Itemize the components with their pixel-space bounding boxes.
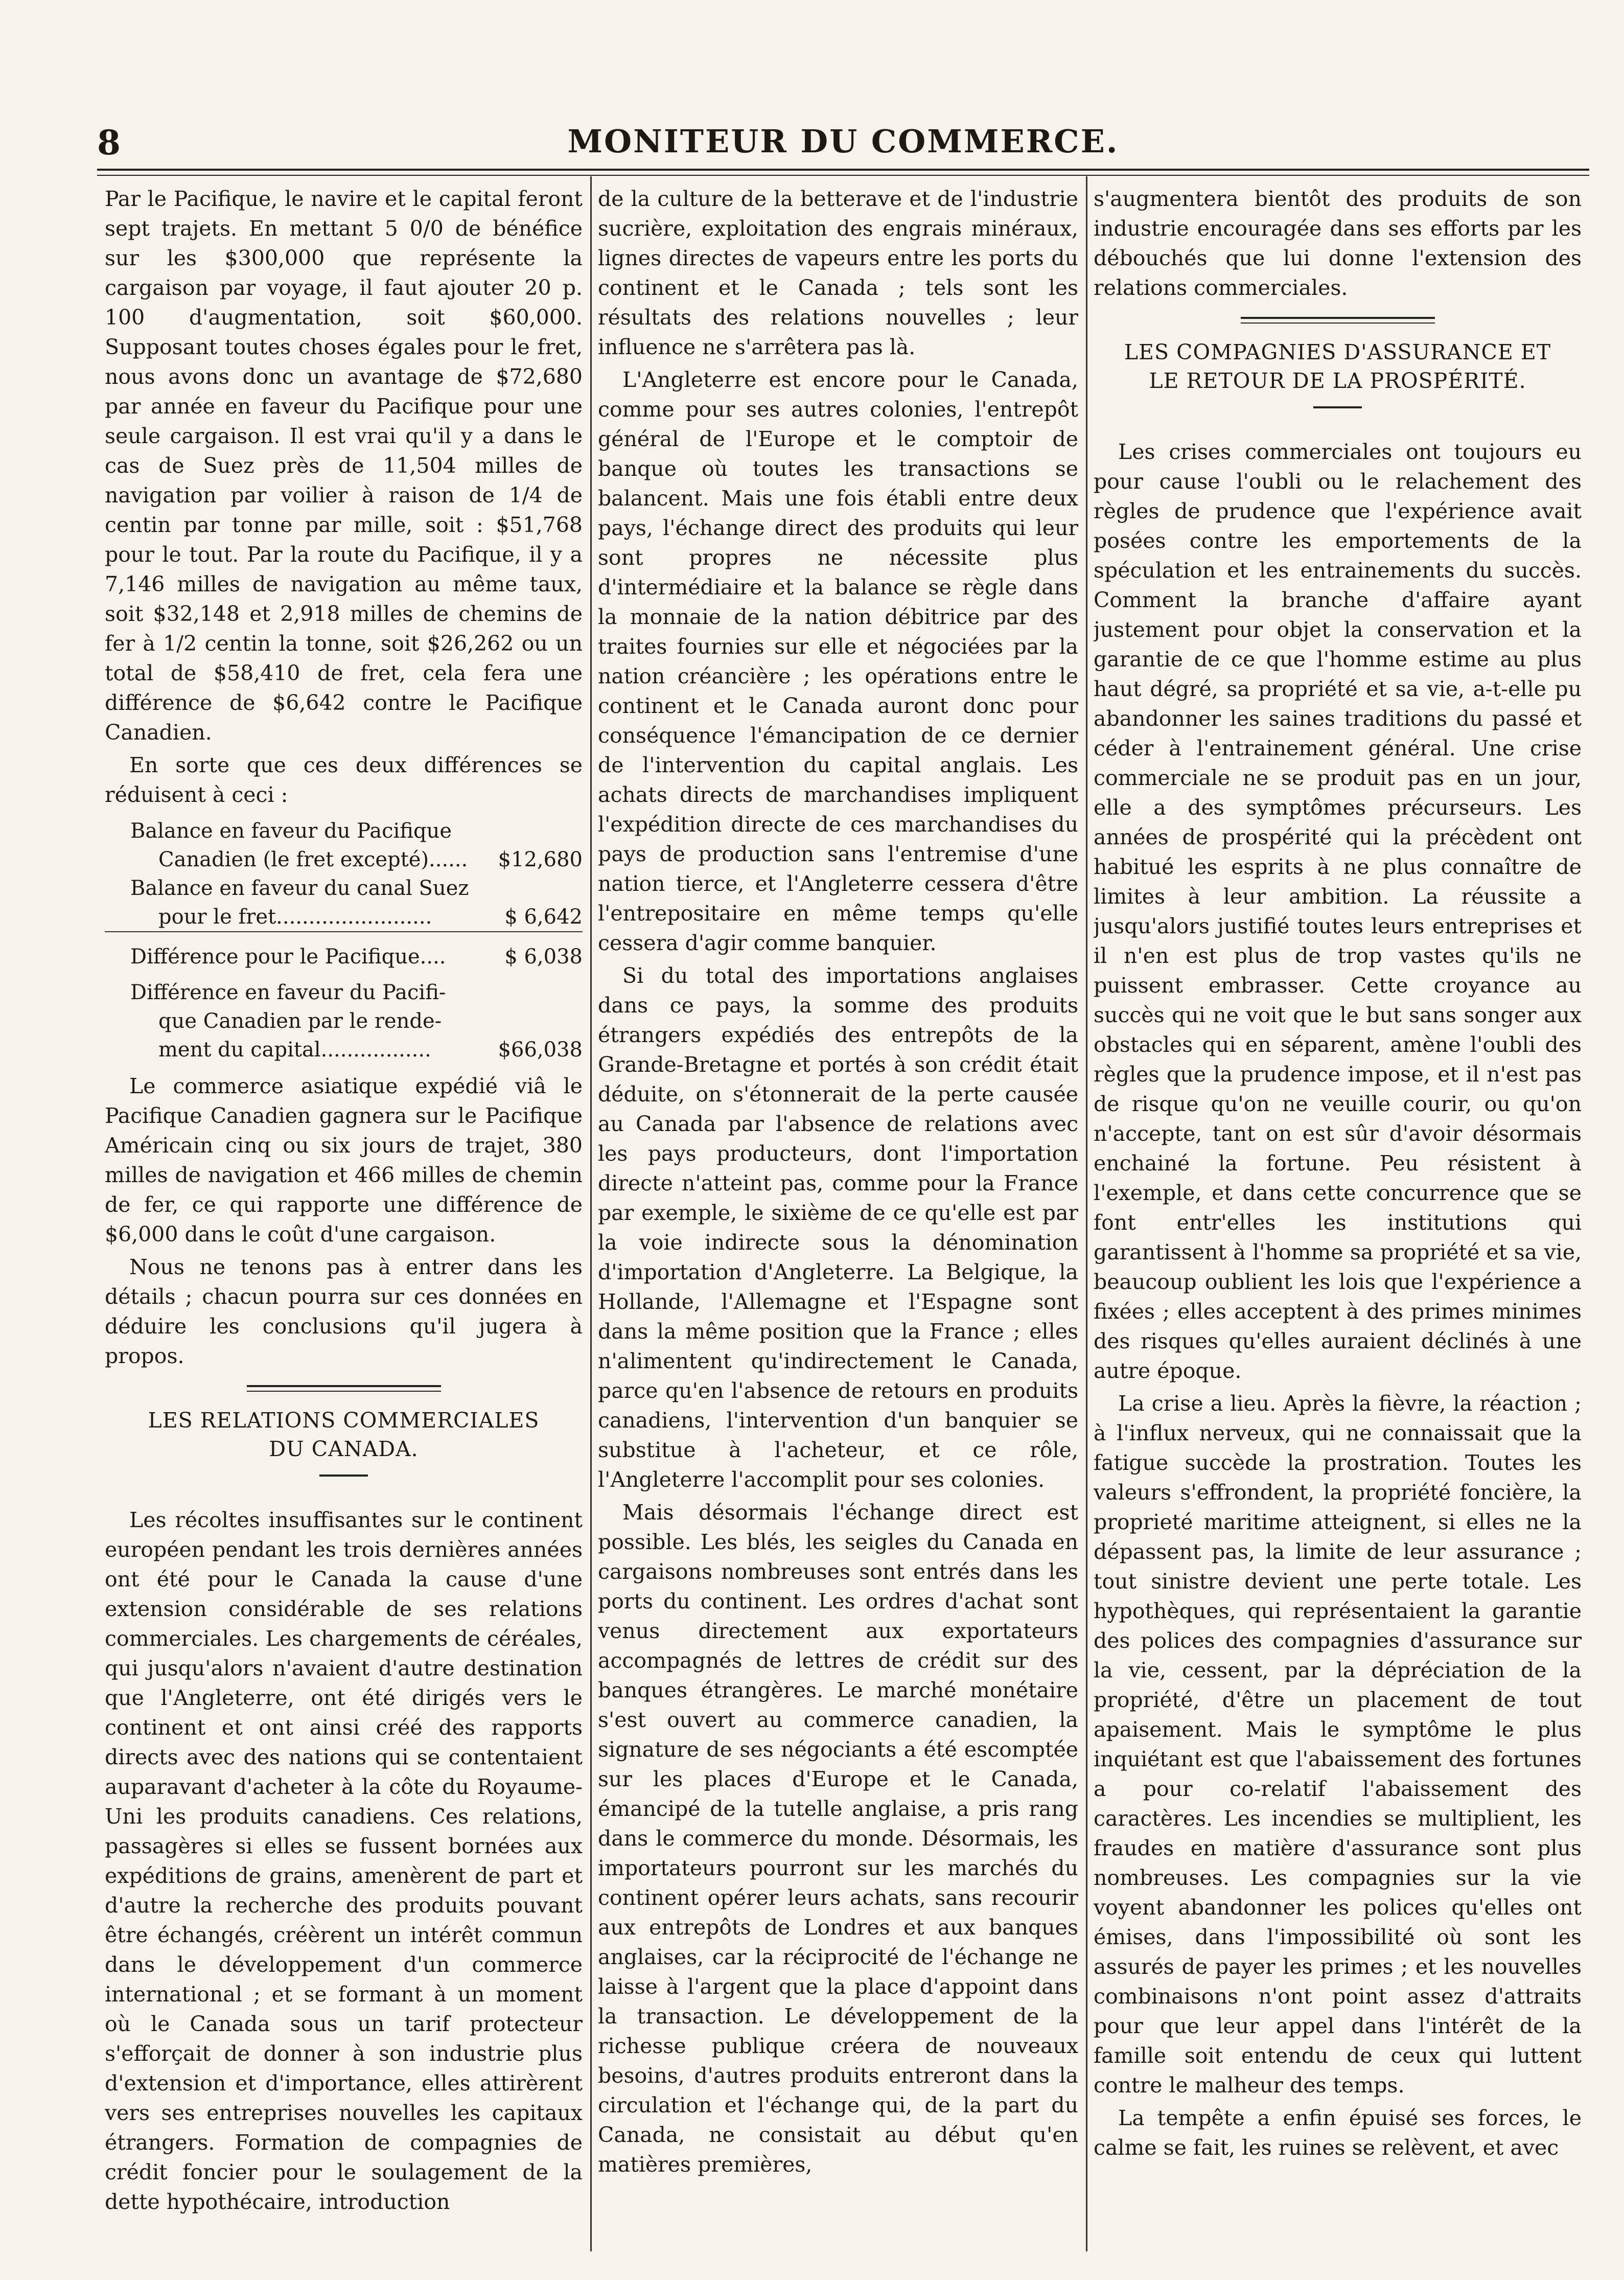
paragraph: de la culture de la betterave et de l'industrie sucrière, exploitation des engrais minéraux, lignes directes de vapeurs entre les ports du continent et le Canada ; tels sont les résultats des relations nouvelles ; leur influence ne s'arrêtera pas là. <box>598 187 1078 359</box>
section-title-line: DU CANADA. <box>269 1437 419 1461</box>
row-label-cont: pour le fret........................ <box>158 905 432 929</box>
section-title <box>105 1406 583 1463</box>
masthead-title: MONITEUR DU COMMERCE. <box>567 123 1119 160</box>
header-rule <box>97 169 1589 171</box>
section-title-line: LES RELATIONS COMMERCIALES <box>148 1408 540 1433</box>
balance-table <box>105 817 583 1064</box>
row-label-cont: que Canadien par le rende- <box>158 1009 442 1033</box>
table-rule <box>105 932 583 942</box>
page-number: 8 <box>97 123 121 163</box>
paragraph: En sorte que ces deux différences se réduisent à ceci : <box>105 753 583 807</box>
section-title-line: LES COMPAGNIES D'ASSURANCE ET <box>1124 340 1551 364</box>
table-row <box>105 942 583 971</box>
column-divider <box>1086 176 1087 2251</box>
section-title <box>1094 338 1582 395</box>
table-row <box>105 817 583 874</box>
section-divider <box>1241 317 1435 324</box>
row-label: Balance en faveur du canal Suez <box>130 877 469 900</box>
row-label: Différence pour le Pacifique.... <box>130 945 446 969</box>
column-2 <box>598 184 1078 2259</box>
table-row <box>105 978 583 1064</box>
section-title-line: LE RETOUR DE LA PROSPÉRITÉ. <box>1149 369 1526 393</box>
row-amount: $66,038 <box>498 1038 583 1062</box>
paragraph: Mais désormais l'échange direct est possible. Les blés, les seigles du Canada en cargaisons nombreuses sont entrés dans les ports du continent. Les ordres d'achat sont venus directement aux exportateurs accompagnés de lettres de crédit sur des banques étrangères. Le marché monétaire s'est ouvert au commerce canadien, la signature de ses négociants a été escomptée sur les places d'Europe et le Canada, émancipé de la tutelle anglaise, a pris rang dans le commerce du monde. Désormais, les importateurs pourront sur les marchés du continent opérer leurs achats, sans recourir aux entrepôts de Londres et aux banques anglaises, car la réciprocité de l'échange ne laisse à l'argent que la place d'appoint dans la transaction. Le développement de la richesse publique créera de nouveaux besoins, d'autres produits entreront dans la circulation et l'échange qui, de la part du Canada, ne consistait au début qu'en matières premières, <box>598 1500 1078 2177</box>
paragraph: La crise a lieu. Après la fièvre, la réaction ; à l'influx nerveux, qui ne connaissait que la fatigue succède la prostration. Toutes les valeurs s'effrondent, la propriété foncière, la proprieté maritime atteignent, si elles ne la dépassent pas, la limite de leur assurance ; tout sinistre devient une perte totale. Les hypothèques, qui représentaient la garantie des polices des compagnies d'assurance sur la vie, cessent, par la dépréciation de la propriété, d'être un placement de tout apaisement. Mais le symptôme le plus inquiétant est que l'abaissement des fortunes a pour co-relatif l'abaissement des caractères. Les incendies se multiplient, les fraudes en matière d'assurance sont plus nombreuses. Les compagnies sur la vie voyent abandonner les polices qu'elles ont émises, dans l'impossibilité où sont les assurés de payer les primes ; et les nouvelles combinaisons n'ont point assez d'attraits pour que leur appel dans l'intérêt de la famille soit entendu de ceux qui luttent contre le malheur des temps. <box>1094 1391 1582 2098</box>
row-amount: $12,680 <box>498 848 583 871</box>
paragraph: Le commerce asiatique expédié viâ le Pacifique Canadien gagnera sur le Pacifique Américain cinq ou six jours de trajet, 380 milles de navigation et 466 milles de chemin de fer, ce qui rapporte une différence de $6,000 dans le coût d'une cargaison. <box>105 1074 583 1247</box>
row-label-cont: Canadien (le fret excepté)...... <box>158 848 468 871</box>
column-1 <box>105 184 583 2259</box>
row-amount: $ 6,642 <box>504 905 583 929</box>
row-label-cont: ment du capital................. <box>158 1038 431 1062</box>
table-row <box>105 874 583 932</box>
paragraph: L'Angleterre est encore pour le Canada, comme pour ses autres colonies, l'entrepôt général de l'Europe et le comptoir de banque où toutes les transactions se balancent. Mais une fois établi entre deux pays, l'échange direct des produits qui leur sont propres ne nécessite plus d'intermédiaire et la balance se règle dans la monnaie de la nation débitrice par des traites fournies sur elle et négociées par la nation créancière ; les opérations entre le continent et le Canada auront donc pour conséquence l'émancipation de ce dernier de l'intervention du capital anglais. Les achats directs de marchandises impliquent l'expédition directe de ces marchandises du pays de production sans l'entremise d'une nation tierce, et l'Angleterre cessera d'être l'entrepositaire en même temps qu'elle cessera d'agir comme banquier. <box>598 367 1078 955</box>
section-divider <box>247 1385 441 1392</box>
column-divider <box>590 176 592 2251</box>
title-rule <box>319 1475 368 1477</box>
paragraph: Si du total des importations anglaises dans ce pays, la somme des produits étrangers expédiés des entrepôts de la Grande-Bretagne et portés à son crédit était déduite, on s'étonnerait de la perte causée au Canada par l'absence de relations avec les pays producteurs, dont l'importation directe n'atteint pas, comme pour la France par exemple, le sixième de ce qu'elle est par la voie indirecte sous la dénomination d'importation d'Angleterre. La Belgique, la Hollande, l'Allemagne et l'Espagne sont dans la même position que la France ; elles n'alimentent qu'indirectement le Canada, parce qu'en l'absence de retours en produits canadiens, l'intervention d'un banquier se substitue à l'acheteur, et ce rôle, l'Angleterre l'accomplit pour ses colonies. <box>598 963 1078 1492</box>
header-rule-thin <box>97 175 1589 176</box>
page-header <box>97 123 1589 169</box>
row-label: Balance en faveur du Pacifique <box>130 819 452 843</box>
row-label: Différence en faveur du Pacifi- <box>130 981 446 1004</box>
paragraph: Les crises commerciales ont toujours eu pour cause l'oubli ou le relachement des règles de prudence que l'expérience avait posées contre les emportements de la spéculation et les entrainements du succès. Comment la branche d'affaire ayant justement pour objet la conservation et la garantie de ce que l'homme estime au plus haut dégré, sa propriété et sa vie, a-t-elle pu abandonner les saines traditions du passé et céder à l'entrainement général. Une crise commerciale ne se produit pas en un jour, elle a des symptômes précurseurs. Les années de prospérité qui la précèdent ont habitué les esprits à ne plus connaître de limites à leur ambition. La réussite a jusqu'alors justifié toutes leurs entreprises et il n'en est plus de trop vastes qu'ils ne puissent embrasser. Cette croyance au succès qui ne voit que le but sans songer aux obstacles qui en séparent, amène l'oubli des règles que la prudence impose, et il n'est pas de risque qu'on ne veuille courir, ou qu'on n'accepte, tant on est sûr d'avoir désormais enchainé la fortune. Peu résistent à l'exemple, et dans cette concurrence que se font entr'elles les institutions qui garantissent à l'homme sa propriété et sa vie, beaucoup oublient les lois que l'expérience a fixées ; elles acceptent à des primes minimes des risques qu'elles auraient déclinés à une autre époque. <box>1094 440 1582 1383</box>
paragraph: La tempête a enfin épuisé ses forces, le calme se fait, les ruines se relèvent, et avec <box>1094 2106 1582 2160</box>
column-3 <box>1094 184 1582 2259</box>
paragraph: s'augmentera bientôt des produits de son industrie encouragée dans ses efforts par les débouchés que lui donne l'extension des relations commerciales. <box>1094 187 1582 300</box>
row-amount: $ 6,038 <box>504 945 583 969</box>
title-rule <box>1313 406 1362 408</box>
paragraph: Les récoltes insuffisantes sur le continent européen pendant les trois dernières années ont été pour le Canada la cause d'une extension considérable de ses relations commerciales. Les chargements de céréales, qui jusqu'alors n'avaient d'autre destination que l'Angleterre, ont été dirigés vers le continent et ont ainsi créé des rapports directs avec des nations qui se contentaient auparavant d'acheter à la côte du Royaume-Uni les produits canadiens. Ces relations, passagères si elles se fussent bornées aux expéditions de grains, amenèrent de part et d'autre la recherche des produits pouvant être échangés, créèrent un intérêt commun dans le développement d'un commerce international ; et se formant à un moment où le Canada sous un tarif protecteur s'efforçait de donner à son industrie plus d'extension et d'importance, elles attirèrent vers ses entreprises nouvelles les capitaux étrangers. Formation de compagnies de crédit foncier pour le soulagement de la dette hypothécaire, introduction <box>105 1508 583 2214</box>
paragraph: Nous ne tenons pas à entrer dans les détails ; chacun pourra sur ces données en déduire les conclusions qu'il jugera à propos. <box>105 1255 583 1368</box>
paragraph: Par le Pacifique, le navire et le capital feront sept trajets. En mettant 5 0/0 de bénéfice sur les $300,000 que représente la cargaison par voyage, il faut ajouter 20 p. 100 d'augmentation, soit $60,000. Supposant toutes choses égales pour le fret, nous avons donc un avantage de $72,680 par année en faveur du Pacifique pour une seule cargaison. Il est vrai qu'il y a dans le cas de Suez près de 11,504 milles de navigation par voilier à raison de 1/4 de centin par tonne par mille, soit : $51,768 pour le tout. Par la route du Pacifique, il y a 7,146 milles de navigation au même taux, soit $32,148 et 2,918 milles de chemins de fer à 1/2 centin la tonne, soit $26,262 ou un total de $58,410 de fret, cela fera une différence de $6,642 contre le Pacifique Canadien. <box>105 187 583 745</box>
